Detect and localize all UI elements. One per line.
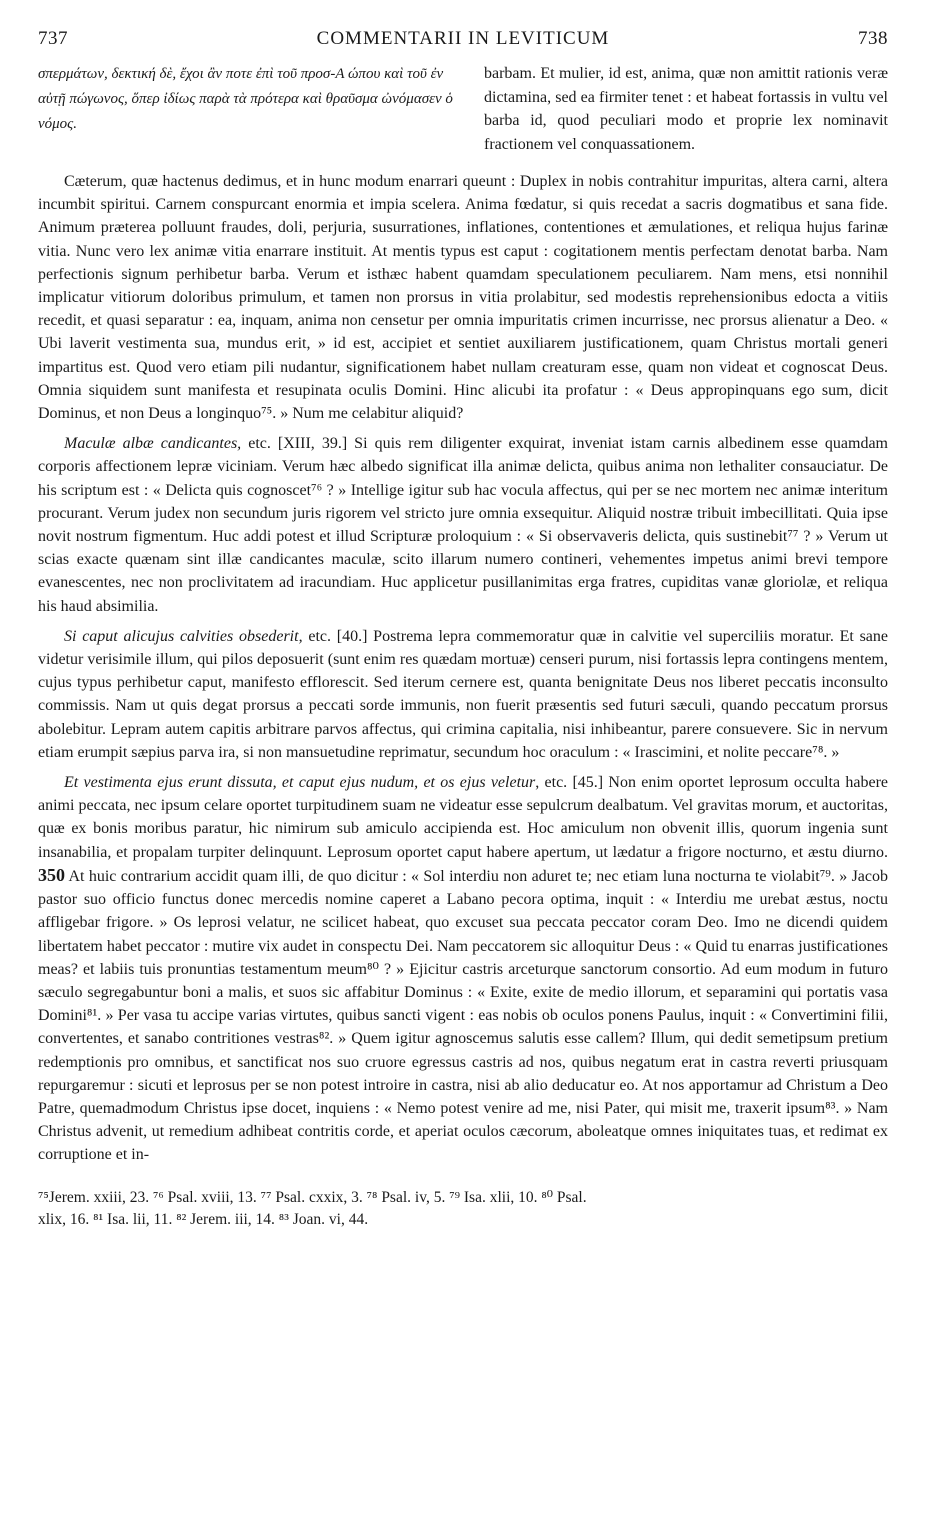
paragraph-text: Cæterum, quæ hactenus dedimus, et in hunc modum enarrari queunt : Duplex in nobis contrahitur impuritas, altera carni, altera incumbit spiritui. Carnem conspurcant enormia et impia scelera. Anima fœdatur, si quis recedat a sacris dogmatibus et sana fide. Animum præterea polluunt fraudes, doli, perjuria, susurrationes, inflationes, contentiones et æmulationes, et reliqua hujus farinæ vitia. Nunc vero lex animæ vitia enarrare instituit. At mentis typus est caput : cogitationem mentis perfectam denotat barba. Nam perfectionis signum perhibetur barba. Verum et isthæc habent quamdam speculationem peculiarem. Nam mens, etsi nonnihil implicatur vitiorum doloribus primulum, et tamen non prorsus in vitia prolabitur, sed modestis reprehensionibus edocta a vitiis recedit, et quasi separatur : ea, inquam, anima non censetur per omnia impuritatis crimen incurrisse, nec prorsus alienatur a Deo. « Ubi laverit vestimenta sua, mundus erit, » id est, accipiet et sentiet auxiliarem justificationem, quam Christus mortali generi impartitus est. Quod vero etiam pili nudantur, significationem habet nullam creaturam esse, quam non videat et cognoscat Deus. Omnia siquidem sunt manifesta et resupinata oculis Domini. Hinc alicubi ita profatur : « Deus appropinquans ego sum, dicit Dominus, et non Deus a longinquo⁷⁵. » Num me celabitur aliquid? (38, 173, 888, 423)
column-number-marker: 350 (38, 864, 65, 885)
paragraph (38, 170, 888, 425)
running-title: COMMENTARII IN LEVITICUM (316, 28, 610, 49)
paragraph (38, 625, 888, 764)
greek-column: σπερμάτων, δεκτική δὲ, ἔχοι ἂν ποτε ἐπὶ τοῦ προσ-A ώπου καὶ τοῦ ἐν αὐτῇ πώγωνος, ὅπερ ἰδίως παρὰ τὰ πρότερα καὶ θραῦσμα ὠνόμασεν ὁ νόμος. (38, 66, 453, 132)
footnote-line: xlix, 16. ⁸¹ Isa. lii, 11. ⁸² Jerem. iii, 14. ⁸³ Joan. vi, 44. (38, 1210, 369, 1228)
main-text (38, 170, 888, 1167)
paragraph-text: etc. [XIII, 39.] Si quis rem diligenter exquirat, inveniat istam carnis albedinem esse quamdam corporis affectionem lepræ viciniam. Verum hæc albedo significat illa animæ delicta, quibus anima non lethaliter consauciatur. De his scriptum est : « Delicta quis cognoscet⁷⁶ ? » Intellige igitur sub hac vocula affectus, qui per se nec mortem nec animæ interitum procurant. Verum judex non secundum juris rigorem vel stricto jure omnia exsequitur. Aliquid nostræ tribuit imbecillitati. Quia ipse novit nostrum figmentum. Huc addi potest et illud Scripturæ proloquium : « Si observaveris delicta, quis sustinebit⁷⁷ ? » Verum ut scias exacte quænam sint illæ candicantes maculæ, scito illarum numero contineri, vehementes impetus animi brevi tempore evanescentes, nec non proclivitatem ad iracundiam. Huc applicetur pusillanimitas erga fratres, cupiditas vanæ gloriolæ, et reliqua his haud absimilia. (38, 435, 889, 615)
right-page-number: 738 (857, 28, 888, 49)
footnotes (38, 1187, 888, 1231)
footnote-line: ⁷⁵Jerem. xxiii, 23. ⁷⁶ Psal. xviii, 13. ⁷⁷ Psal. cxxix, 3. ⁷⁸ Psal. iv, 5. ⁷⁹ Isa. xlii, 10. ⁸⁰ Psal. (38, 1188, 587, 1206)
paragraph-text: etc. [40.] Postrema lepra commemoratur quæ in calvitie vel superciliis moratur. Et sane videtur verisimile illum, qui pilos deposuerit (sunt enim res quædam mortuæ) censeri purum, nisi fortassis lepra contingens mentem, cujus typus perhibetur caput, manifesto efflorescit. Sed iterum cernere est, quanta benignitate Deus nos liberet peccatis inconsulto commissis. Nam ut quis degat prorsus a peccati sorde immunis, non fuerit præsentis sed futuri sæculi, quando peccatum prorsus abolebitur. Lepram autem capitis arbitrare parvos affectus, qui crimina capitalia, nisi inhibeantur, parere consuevere. Sic in nervum etiam erumpit sæpius parva ira, si non mansuetudine reprimatur, secundum hoc oraculum : « Irascimini, et nolite peccare⁷⁸. » (38, 627, 889, 761)
paragraph-text: At huic contrarium accidit quam illi, de quo dicitur : « Sol interdiu non aduret te; nec etiam luna nocturna te violabit⁷⁹. » Jacob pastor suo officio functus donec mercedis nomine caperet a Labano pecora optima, inquit : « Interdiu me urebat æstus, noctu affligebar frigore. » Os leprosi velatur, ne scilicet habeat, quo excuset sua peccata peccator coram Deo. Imo ne dicendi quidem libertatem habet peccator : mutire vix audet in conspectu Dei. Nam peccatorem sic alloquitur Deus : « Quid tu enarras justificationes meas? et labiis tuis pronuntias testamentum meum⁸⁰ ? » Ejicitur castris arceturque sanctorum consortio. Ad eum modum in futuro sæculo segregabuntur boni a malis, et suos sic affabitur Dominus : « Exite, exite de medio illorum, et separamini qui portatis vasa Domini⁸¹. » Per vasa tu accipe varias virtutes, quibus sancti vigent : eas nobis ob oculos ponens Paulus, inquit : « Convertimini filii, convertentes, et sanabo contritiones vestras⁸². » Quem igitur agnoscemus salutis esse callem? Illum, qui dedit semetipsum pretium redemptionis pro omnibus, et sanctificat nos suo cruore egressus castris ad nos, quibus negatum erat in castra reverti priusquam repurgaremur : sicuti et leprosus per se non potest introire in castra, nisi ab alio deducatur eo. At nos apportamur ad Christum a Deo Patre, quemadmodum Christus ipse docet, inquiens : « Nemo potest venire ad me, nisi Pater, qui misit me, traxerit ipsum⁸³. » Nam Christus advenit, ut remedium adhibeat contritis corde, et aperiat oculos cæcorum, aboleatque omnes iniquitates tuas, et redimat ex corruptione et in- (38, 867, 888, 1164)
left-page-number: 737 (38, 28, 68, 49)
latin-column: barbam. Et mulier, id est, anima, quæ non amittit rationis veræ dictamina, sed ea firmiter tenet : et habeat fortassis in vultu vel barba id, quod peculiari modo et proprie lex nominavit fractionem vel conquassationem. (484, 65, 888, 153)
paragraph (38, 432, 888, 618)
top-two-column-section (38, 62, 888, 156)
paragraph-text: , etc. [45.] Non enim oportet leprosum occulta habere animi peccata, nec ipsum celare oportet turpitudinem suam ne videatur esse sepulcrum dealbatum. Vel gravitas morum, et auctoritas, quæ ex bonis moribus paratur, hic nimirum sub amiculo accipienda est. Hoc amiculum non obvenit illis, quorum ingenia sunt insanabilia, et propalam turpiter delinquunt. Leprosum oportet caput habere apertum, ut lædatur a frigore nocturno, et æstu diurno. (38, 774, 889, 861)
running-header (38, 28, 888, 62)
lemma: Et vestimenta ejus erunt dissuta, et caput ejus nudum, et os ejus veletur (64, 774, 536, 792)
paragraph (38, 771, 888, 1166)
lemma: Si caput alicujus calvities obsederit, (64, 627, 303, 645)
lemma: Maculæ albæ candicantes, (64, 435, 242, 453)
